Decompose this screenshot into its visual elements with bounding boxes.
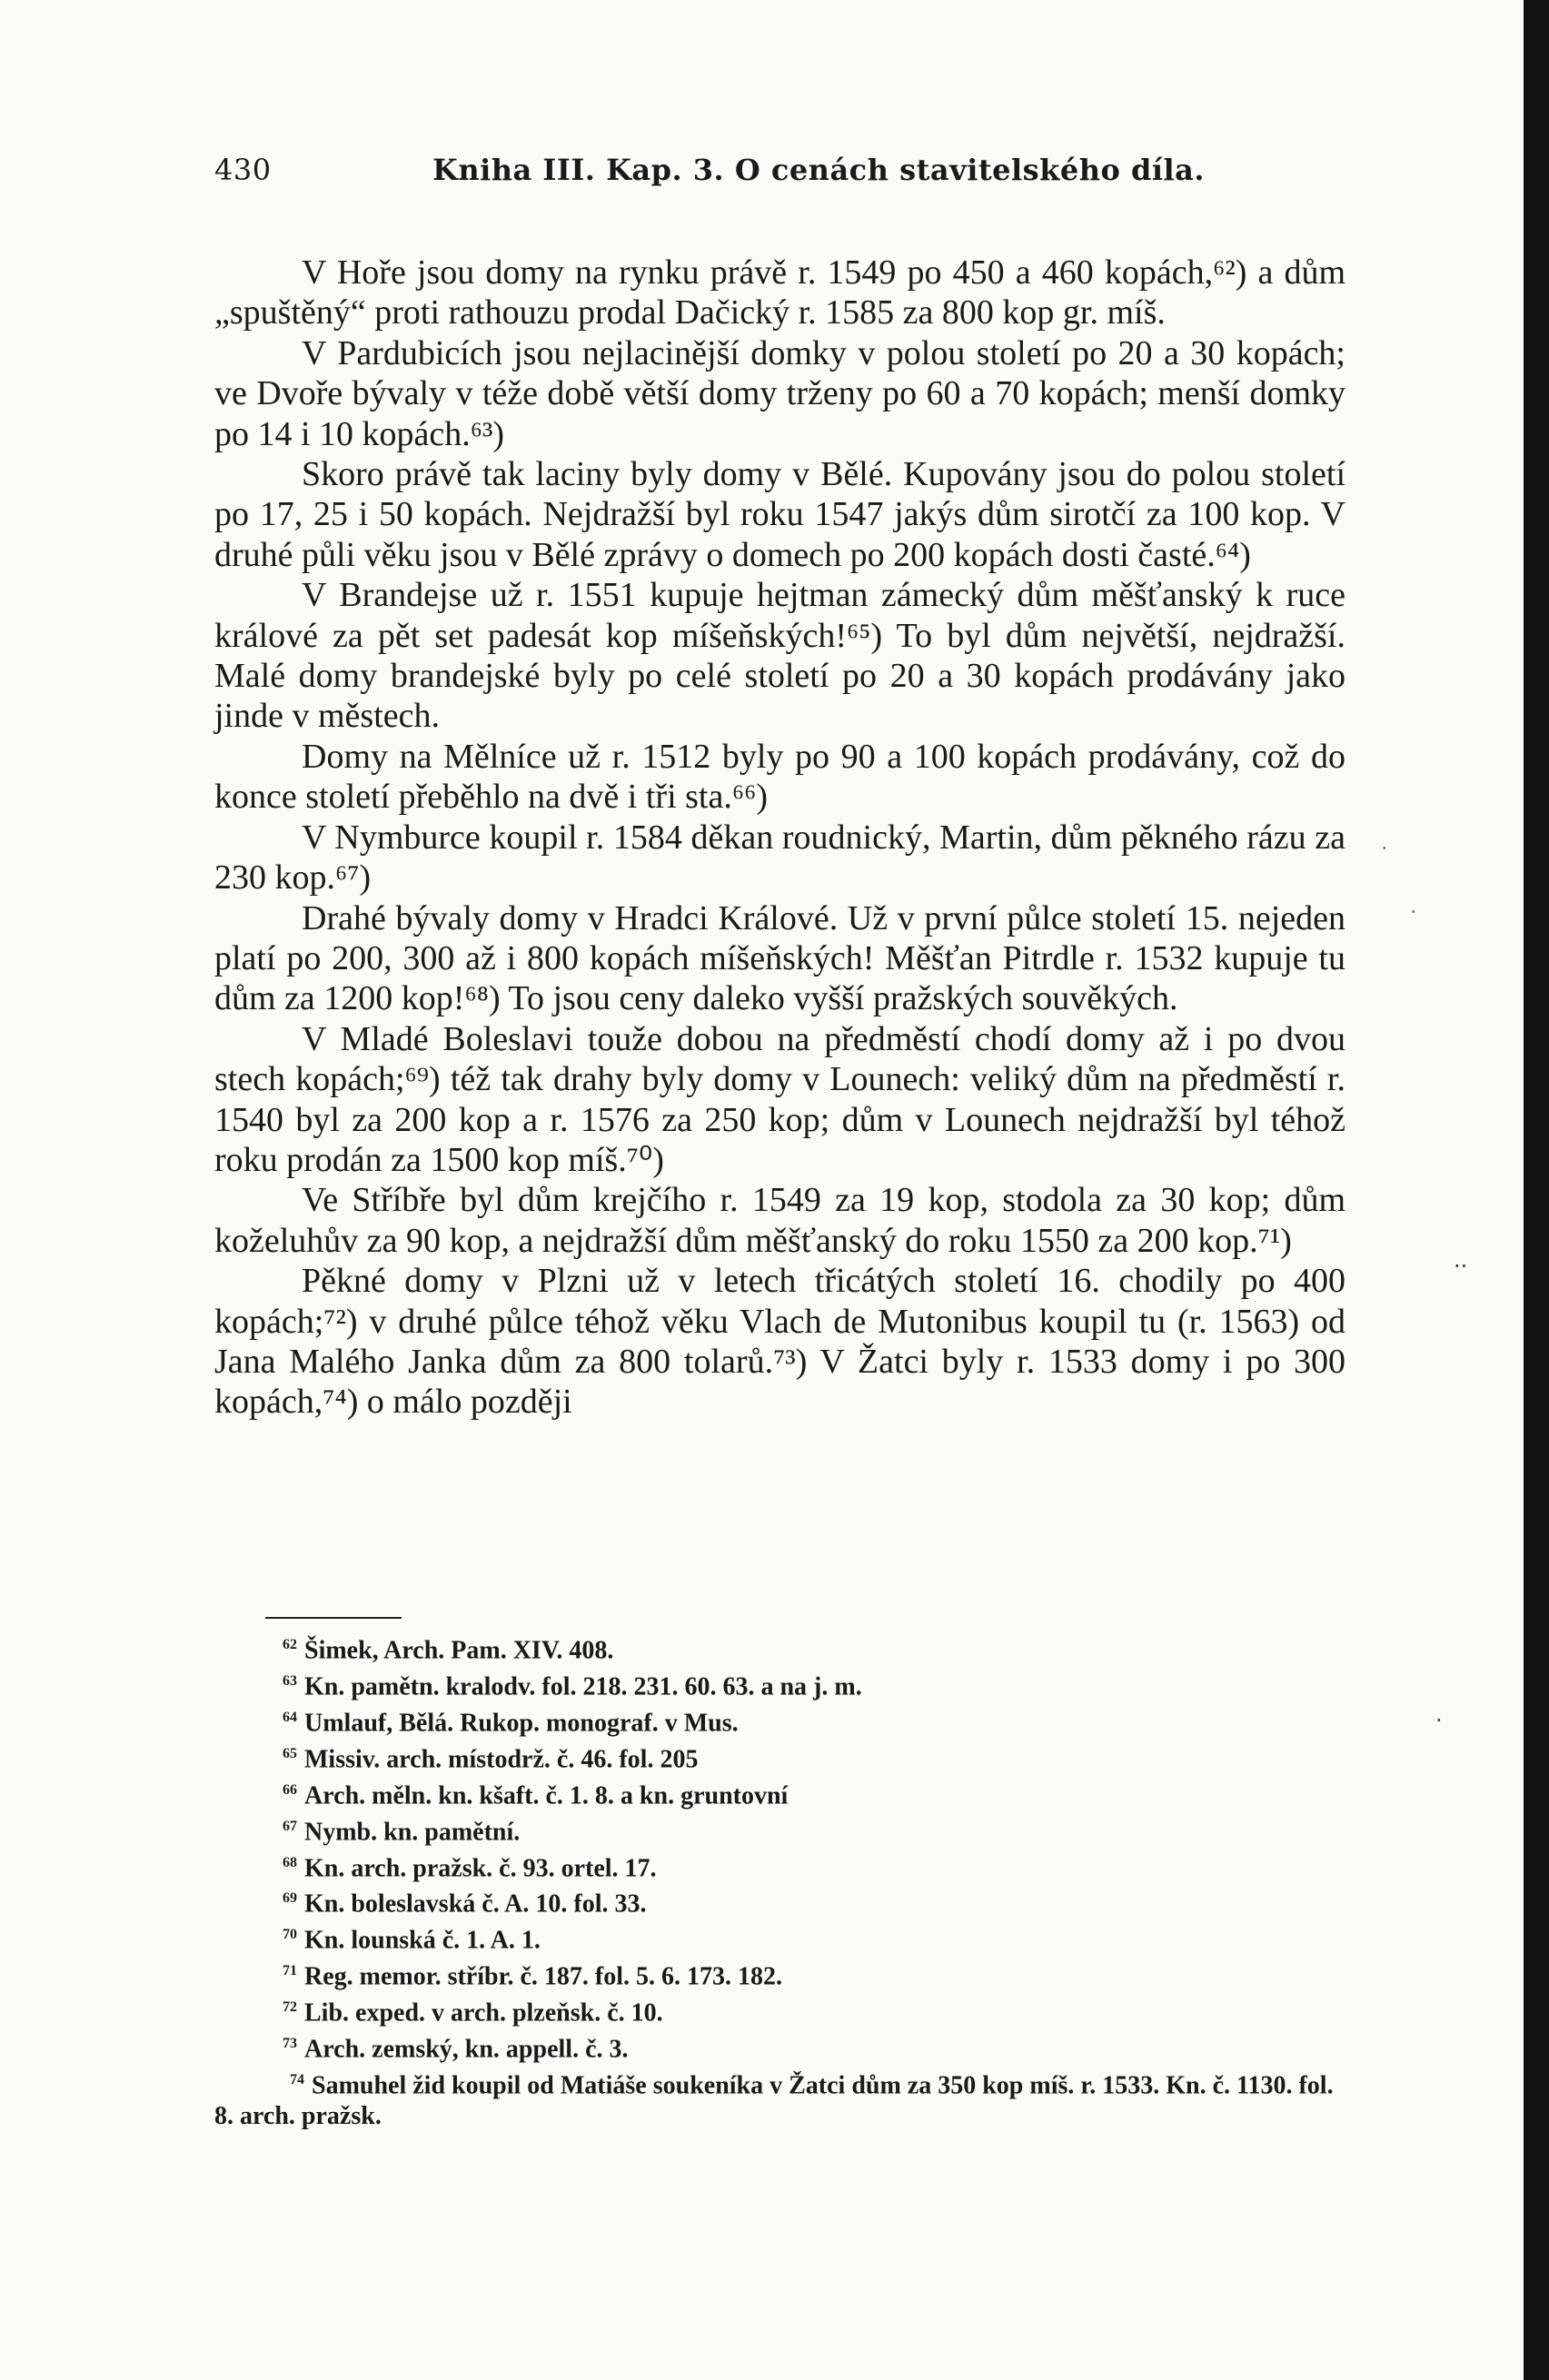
footnote-number: 62 — [283, 1637, 297, 1652]
paragraph: V Hoře jsou domy na rynku právě r. 1549 po 450 a 460 kopách,⁶²) a dům „spuštěný“ proti rathouzu prodal Dačický r. 1585 za 800 kop gr. míš. — [214, 253, 1345, 332]
footnote — [214, 1992, 1345, 2028]
footnote — [214, 1666, 1345, 1702]
footnote-text: Lib. exped. v arch. plzeňsk. č. 10. — [304, 1998, 663, 2028]
footnotes — [214, 1630, 1345, 2132]
footnote — [214, 1702, 1345, 1739]
paragraph: Ve Stříbře byl dům krejčího r. 1549 za 19 kop, stodola za 30 kop; dům koželuhův za 90 kop, a nejdražší dům měšťanský do roku 1550 za 200 kop.⁷¹) — [214, 1181, 1345, 1260]
running-head: Kniha III. Kap. 3. O cenách stavitelského díla. — [432, 153, 1205, 187]
footnote-text: Nymb. kn. pamětní. — [304, 1817, 521, 1846]
scan-speck: · — [1410, 899, 1417, 925]
footnote-number: 68 — [283, 1854, 297, 1870]
footnote-divider — [265, 1617, 402, 1619]
paragraph: Pěkné domy v Plzni už v letech třicátých století 16. chodily po 400 kopách;⁷²) v druhé půlce téhož věku Vlach de Mutonibus koupil tu (r. 1563) od Jana Malého Janka dům za 800 tolarů.⁷³) V Žatci byly r. 1533 domy i po 300 kopách,⁷⁴) o málo později — [214, 1262, 1345, 1422]
footnote — [214, 1848, 1345, 1884]
footnote-text: Samuhel žid koupil od Matiáše soukeníka v Žatci dům za 350 kop míš. r. 1533. Kn. č. 1130. fol. 8. arch. pražsk. — [214, 2071, 1334, 2130]
footnote-number: 67 — [283, 1818, 297, 1834]
scan-speck: · — [1381, 836, 1388, 861]
footnote-number: 65 — [283, 1745, 297, 1761]
footnote-text: Arch. měln. kn. kšaft. č. 1. 8. a kn. gruntovní — [304, 1781, 789, 1810]
footnote-number: 72 — [283, 1999, 297, 2016]
footnote — [214, 2028, 1345, 2065]
paragraph: V Mladé Boleslavi touže dobou na předměstí chodí domy až i po dvou stech kopách;⁶⁹) též tak drahy byly domy v Lounech: veliký dům na předměstí r. 1540 byl za 200 kop a r. 1576 za 250 kop; dům v Lounech nejdražší byl téhož roku prodán za 1500 kop míš.⁷⁰) — [214, 1019, 1345, 1179]
footnote-text: Kn. pamětn. kralodv. fol. 218. 231. 60. 63. a na j. m. — [304, 1672, 862, 1701]
footnote-number: 73 — [283, 2036, 297, 2052]
footnote — [214, 1739, 1345, 1775]
footnote-number: 70 — [283, 1927, 297, 1943]
footnote-number: 66 — [283, 1781, 297, 1798]
footnote-text: Reg. memor. stříbr. č. 187. fol. 5. 6. 173. 182. — [304, 1962, 782, 1991]
paragraph: V Nymburce koupil r. 1584 děkan roudnický, Martin, dům pěkného rázu za 230 kop.⁶⁷) — [214, 818, 1345, 897]
paragraph: V Brandejse už r. 1551 kupuje hejtman zámecký dům měšťanský k ruce králové za pět set padesát kop míšeňských!⁶⁵) To byl dům největší, nejdražší. Malé domy brandejské byly po celé století po 20 a 30 kopách prodávány jako jinde v městech. — [214, 576, 1345, 736]
footnote-number: 63 — [283, 1672, 297, 1689]
page-number: 430 — [214, 153, 272, 187]
paragraph: Drahé bývaly domy v Hradci Králové. Už v první půlce století 15. nejeden platí po 200, 300 až i 800 kopách míšeňských! Měšťan Pitrdle r. 1532 kupuje tu dům za 1200 kop!⁶⁸) To jsou ceny daleko vyšší pražských souvěkých. — [214, 898, 1345, 1018]
scan-speck: · — [1435, 1708, 1443, 1733]
footnote-text: Kn. lounská č. 1. A. 1. — [304, 1926, 541, 1955]
footnote — [214, 1811, 1345, 1848]
footnote — [214, 1775, 1345, 1811]
footnote — [214, 1630, 1345, 1666]
footnote — [214, 1919, 1345, 1956]
paragraph: V Pardubicích jsou nejlacinější domky v polou století po 20 a 30 kopách; ve Dvoře bývaly v téže době větší domy trženy po 60 a 70 kopách; menší domky po 14 i 10 kopách.⁶³) — [214, 333, 1345, 453]
scan-edge — [1524, 0, 1549, 2380]
footnote-text: Šimek, Arch. Pam. XIV. 408. — [304, 1636, 614, 1665]
scan-speck: ·· — [1454, 1254, 1468, 1279]
footnote — [214, 1956, 1345, 1992]
footnote-text: Kn. arch. pražsk. č. 93. ortel. 17. — [304, 1853, 657, 1882]
page-header — [214, 153, 1350, 194]
footnote-number: 71 — [283, 1963, 297, 1979]
footnote-text: Missiv. arch. místodrž. č. 46. fol. 205 — [304, 1745, 699, 1774]
footnote — [214, 2065, 1345, 2132]
footnote-text: Arch. zemský, kn. appell. č. 3. — [304, 2035, 629, 2064]
paragraph: Domy na Mělníce už r. 1512 byly po 90 a 100 kopách prodávány, což do konce století přeběhlo na dvě i tři sta.⁶⁶) — [214, 737, 1345, 817]
footnote-number: 64 — [283, 1709, 297, 1725]
paragraph: Skoro právě tak laciny byly domy v Bělé. Kupovány jsou do polou století po 17, 25 i 50 kopách. Nejdražší byl roku 1547 jakýs dům sirotčí za 100 kop. V druhé půli věku jsou v Bělé zprávy o domech po 200 kopách dosti časté.⁶⁴) — [214, 455, 1345, 574]
footnote-text: Kn. boleslavská č. A. 10. fol. 33. — [304, 1889, 647, 1919]
footnote-text: Umlauf, Bělá. Rukop. monograf. v Mus. — [304, 1709, 739, 1738]
main-text — [214, 253, 1345, 1423]
footnote-number: 69 — [283, 1890, 297, 1907]
footnote — [214, 1883, 1345, 1919]
footnote-number: 74 — [290, 2072, 304, 2088]
